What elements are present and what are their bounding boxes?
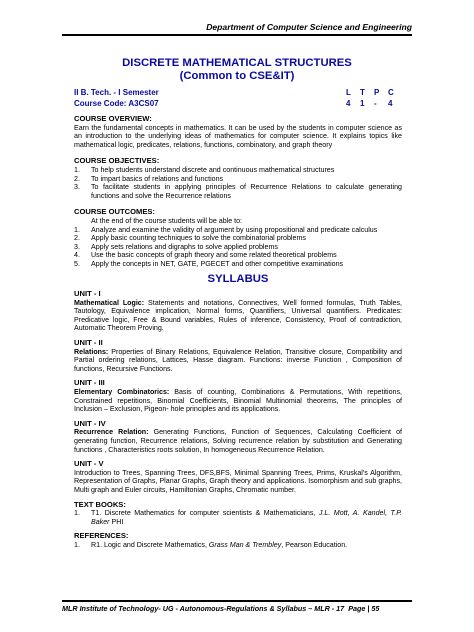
unit-label: UNIT - V xyxy=(74,459,104,469)
unit-body: Generating Functions, Function of Sequences, Calculating Coefficient of generating function, Recurrence relations, Solving recurrence relation by substitution and Generating functions , Characteristics roots solution, In homogeneous Recurrence Relation. xyxy=(74,428,402,454)
ltpc-value: 1 xyxy=(360,99,365,108)
unit-body: Statements and notations, Connectives, Well formed formulas, Truth Tables, Tautology, Equivalence implication, Normal forms, Quantifiers, Universal quantifiers. Predicates: Predicative logic, Free & Bound variables, Rules of inference, Consistency, Proof of contradiction, Automatic Theorem Proving. xyxy=(74,298,402,333)
semester: II B. Tech. - I Semester xyxy=(74,88,159,97)
item-text: Apply sets relations and digraphs to solve applied problems xyxy=(91,242,278,251)
book-authors: J.L. Mott, A. Kandel, T.P. Baker xyxy=(91,509,402,526)
textbook-item xyxy=(74,509,402,526)
list-item xyxy=(74,251,402,260)
unit-text xyxy=(74,469,402,495)
item-number: 1. xyxy=(74,165,80,174)
unit-3 xyxy=(74,379,402,413)
item-text: Apply basic counting techniques to solve the combinatorial problems xyxy=(91,234,306,243)
unit-label: UNIT - IV xyxy=(74,418,106,428)
unit-5 xyxy=(74,460,402,494)
ltpc-label: L xyxy=(346,88,351,97)
ltpc-value: 4 xyxy=(388,99,393,108)
item-number: 5. xyxy=(74,259,80,268)
course-meta xyxy=(74,87,402,109)
overview-heading: COURSE OVERVIEW: xyxy=(74,114,152,123)
course-title: DISCRETE MATHEMATICAL STRUCTURES xyxy=(122,57,352,69)
unit-text xyxy=(74,388,402,414)
unit-4 xyxy=(74,420,402,454)
unit-label: UNIT - I xyxy=(74,289,101,299)
item-number: 4. xyxy=(74,251,80,260)
ltpc-labels xyxy=(346,87,402,98)
unit-body: Properties of Binary Relations, Equivalence Relation, Transitive closure, Compatibility and Partial ordering relations, Lattices, Hasse diagram. Functions: inverse Function , Composition of functions, Recursive Functions. xyxy=(74,347,402,373)
list-item xyxy=(74,183,402,200)
page-footer xyxy=(62,604,412,613)
book-title: T1. Discrete Mathematics for computer scientists & Mathematicians, xyxy=(91,509,319,518)
item-text: To impart basics of relations and functions xyxy=(91,174,224,183)
item-text: To help students understand discrete and continuous mathematical structures xyxy=(91,165,335,174)
textbooks-heading: TEXT BOOKS: xyxy=(74,499,126,509)
unit-text xyxy=(74,428,402,454)
course-subtitle: (Common to CSE&IT) xyxy=(179,70,295,82)
objectives-list xyxy=(74,166,402,200)
ltpc-values xyxy=(346,98,402,109)
unit-text xyxy=(74,299,402,333)
book-publisher: PHI xyxy=(109,517,124,526)
outcomes-list xyxy=(74,226,402,269)
item-text: Apply the concepts in NET, GATE, PGECET and other competitive examinations xyxy=(91,259,344,268)
outcomes-intro-text: At the end of the course students will be able to: xyxy=(91,216,243,225)
item-number: 3. xyxy=(74,242,80,251)
item-number: 2. xyxy=(74,174,80,183)
page-header: Department of Computer Science and Engineering xyxy=(206,22,412,32)
document-body xyxy=(74,115,402,550)
outcomes-intro xyxy=(74,217,402,226)
objectives-heading: COURSE OBJECTIVES: xyxy=(74,156,160,166)
item-text: Use the basic concepts of graph theory and some related theoretical problems xyxy=(91,251,337,260)
unit-text xyxy=(74,348,402,374)
item-text xyxy=(91,541,402,550)
footer-rule xyxy=(62,600,412,602)
unit-1 xyxy=(74,290,402,333)
item-number: 1. xyxy=(74,225,80,234)
book-publisher: , Pearson Education. xyxy=(281,540,348,549)
list-item xyxy=(74,243,402,252)
ltpc-value: - xyxy=(374,99,377,108)
list-item xyxy=(74,166,402,175)
references-heading: REFERENCES: xyxy=(74,531,129,541)
item-number: 1. xyxy=(74,509,80,518)
list-item xyxy=(74,226,402,235)
reference-item xyxy=(74,541,402,550)
item-number: 1. xyxy=(74,540,80,549)
item-text xyxy=(91,509,402,526)
unit-topic: Mathematical Logic: xyxy=(74,298,145,307)
book-title: R1. Logic and Discrete Mathematics, xyxy=(91,540,209,549)
list-item xyxy=(74,175,402,184)
unit-topic: Relations: xyxy=(74,347,109,356)
ltpc-label: P xyxy=(374,88,380,97)
ltpc-label: C xyxy=(388,88,394,97)
footer-institute: MLR Institute of Technology- UG - Autonomous-Regulations & Syllabus – MLR - 17 xyxy=(62,604,345,613)
unit-label: UNIT - III xyxy=(74,378,105,388)
item-number: 3. xyxy=(74,183,80,192)
unit-topic: Elementary Combinatorics: xyxy=(74,388,170,397)
list-item xyxy=(74,234,402,243)
course-title-block xyxy=(62,57,412,83)
ltpc-label: T xyxy=(360,88,365,97)
overview-text: Earn the fundamental concepts in mathematics. It can be used by the students in computer science as an introduction to the underlying ideas of mathematics for computer science. It explains topics like mathematical logic, predicates, relations, functions, combinatory, and graph theory xyxy=(74,123,402,149)
unit-topic: Recurrence Relation: xyxy=(74,428,149,437)
item-text: To facilitate students in applying principles of Recurrence Relations to calculate generating functions and solve the Recurrence relations xyxy=(91,183,402,200)
page-number: Page | 55 xyxy=(348,604,380,613)
unit-2 xyxy=(74,339,402,373)
header-rule xyxy=(62,34,412,36)
syllabus-heading: SYLLABUS xyxy=(207,272,269,285)
unit-body: Basis of counting, Combinations & Permutations, With repetitions, Constrained repetitions, Binomial Coefficients, Binomial Multinomial theorems, The principles of Inclusion – Exclusion, Pigeon- hole principles and its applications. xyxy=(74,388,402,414)
book-authors: Grass Man & Trembley xyxy=(208,540,282,549)
item-number: 2. xyxy=(74,234,80,243)
outcomes-heading: COURSE OUTCOMES: xyxy=(74,207,156,217)
course-code: Course Code: A3CS07 xyxy=(74,99,159,108)
unit-label: UNIT - II xyxy=(74,338,103,348)
item-text: Analyze and examine the validity of argument by using propositional and predicate calculus xyxy=(91,225,378,234)
list-item xyxy=(74,260,402,269)
ltpc-value: 4 xyxy=(346,99,351,108)
unit-body: Introduction to Trees, Spanning Trees, DFS,BFS, Minimal Spanning Trees, Prims, Kruskal's Algorithm, Representation of Graphs, Planar Graphs, Graph theory and applications. Isomorphism and sub graphs, Multi graph and Euler circuits, Hamiltonian Graphs, Chromatic number. xyxy=(74,468,402,494)
